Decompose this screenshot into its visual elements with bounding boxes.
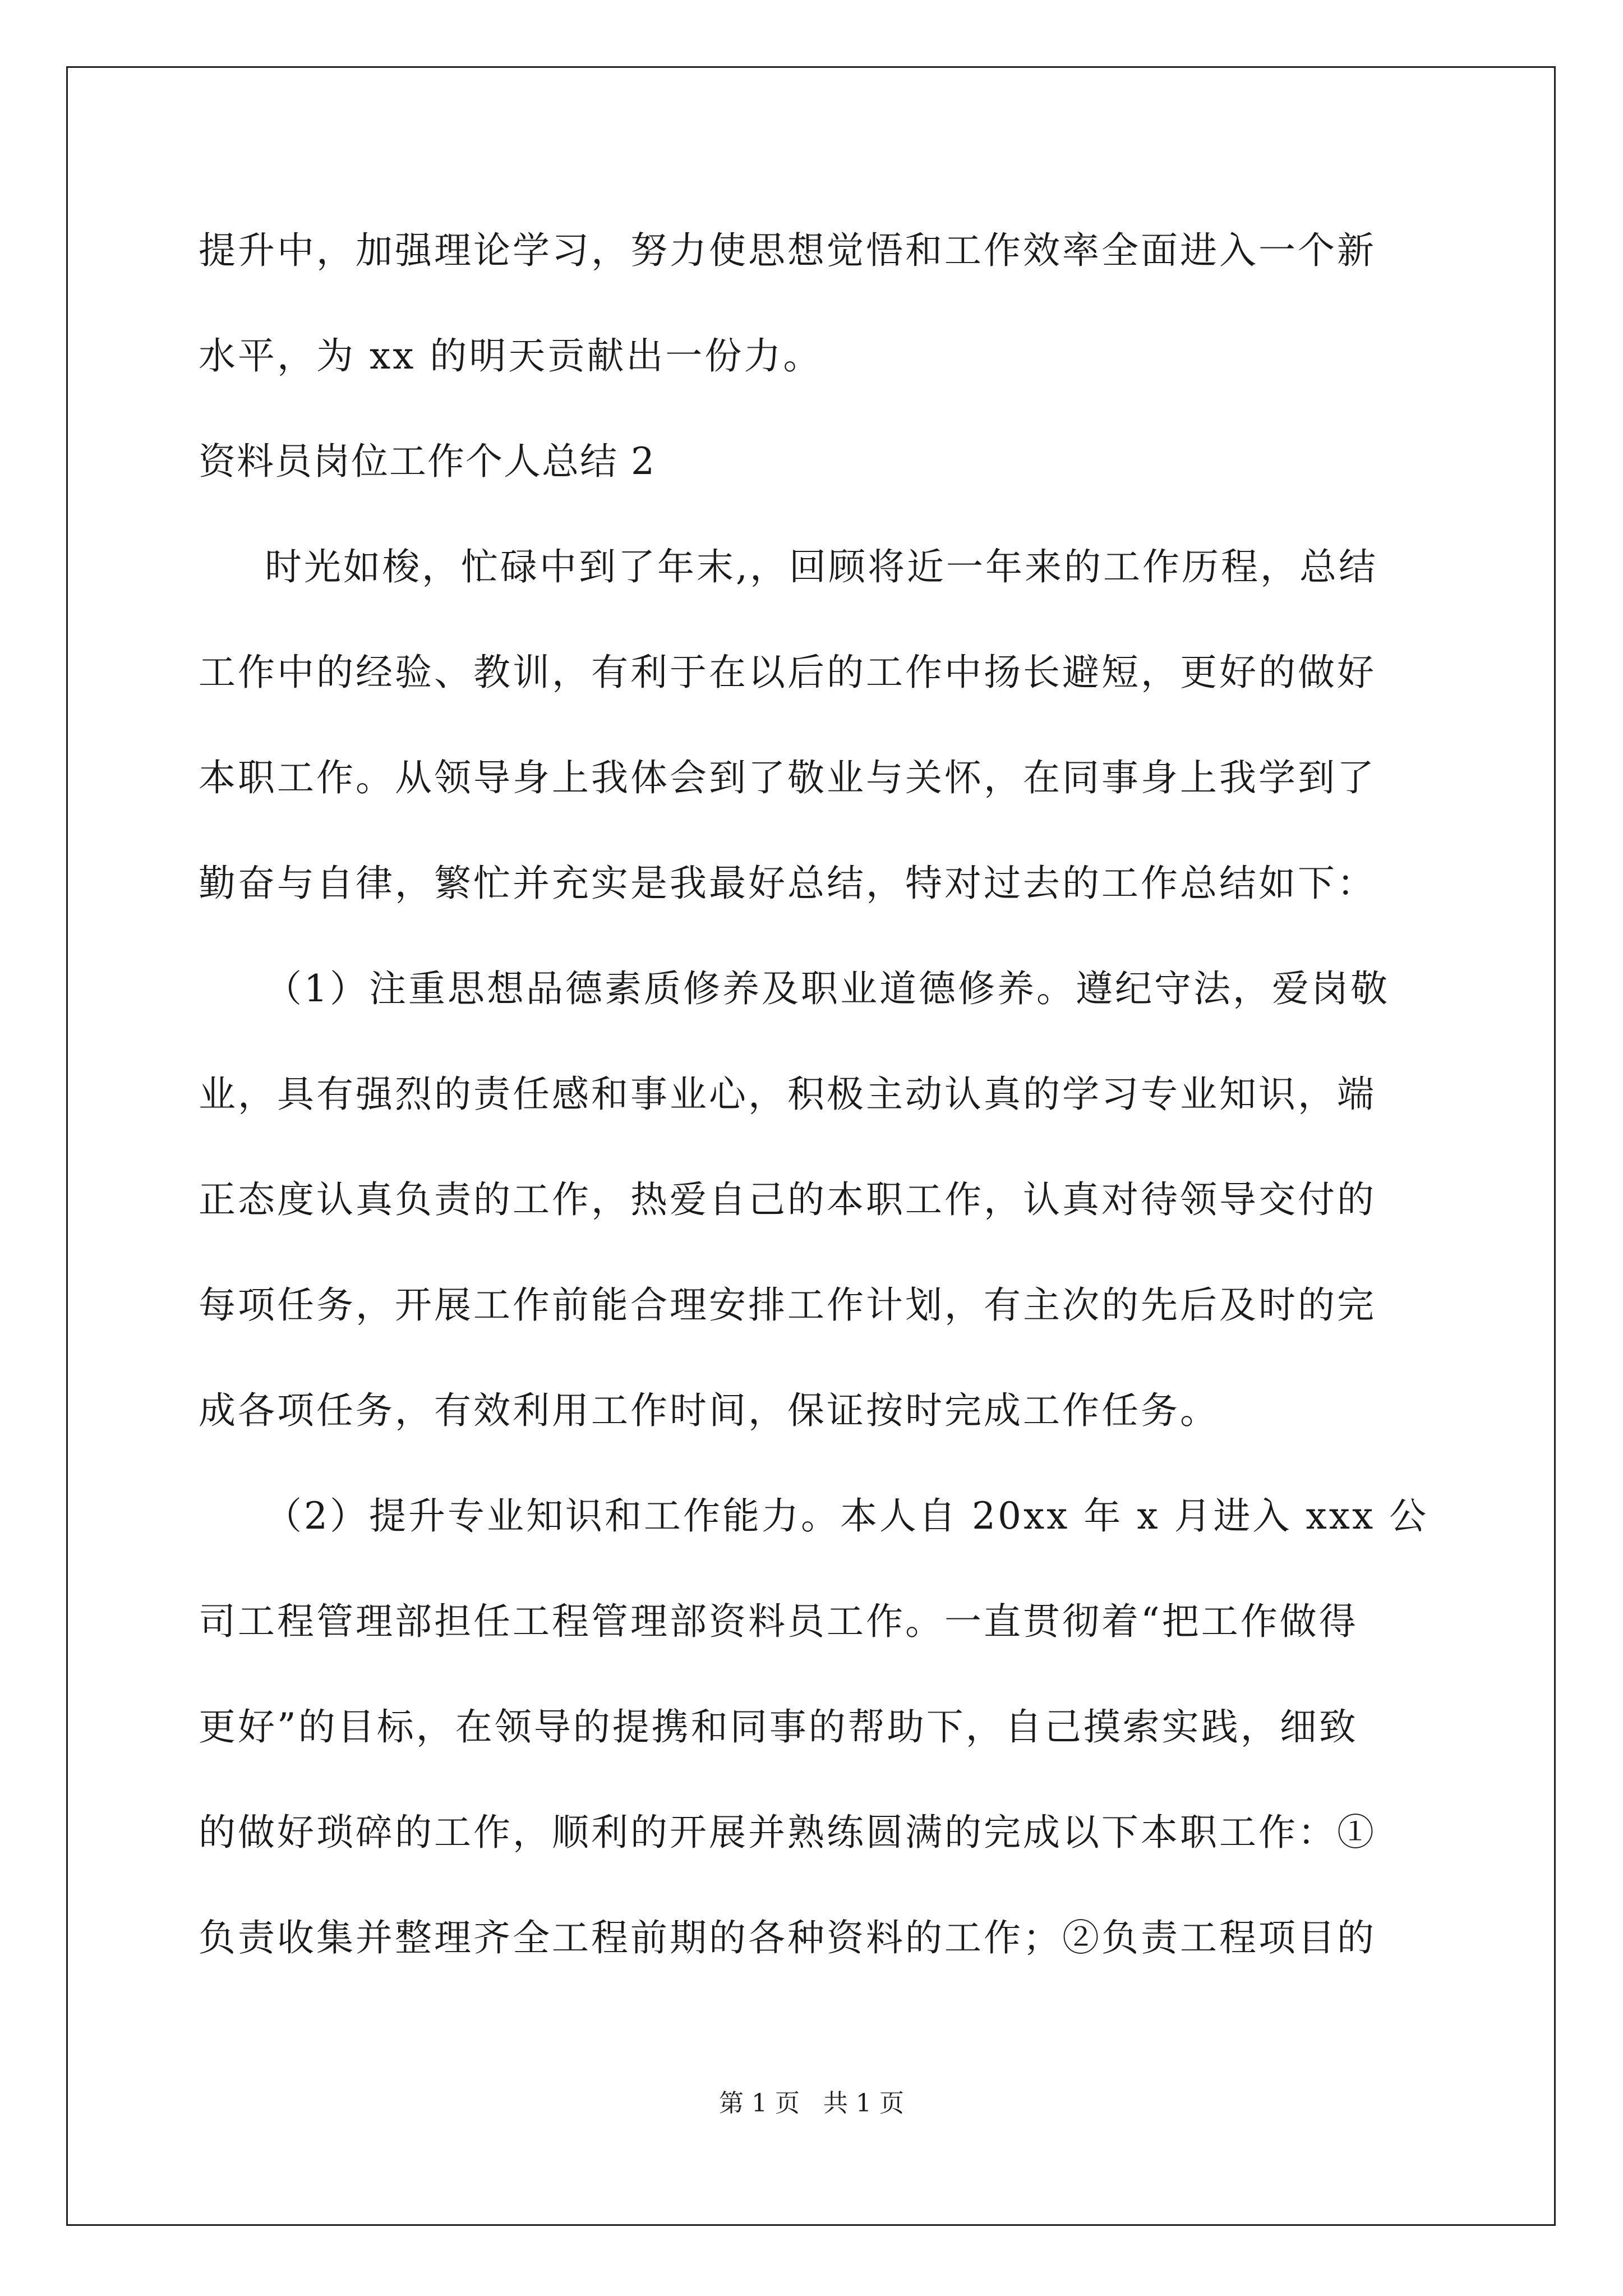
text-line: （1）注重思想品德素质修养及职业道德修养。遵纪守法，爱岗敬 xyxy=(265,967,1390,1010)
text-line: 水平，为 xx 的明天贡献出一份力。 xyxy=(199,334,823,378)
text-line: 的做好琐碎的工作，顺利的开展并熟练圆满的完成以下本职工作：① xyxy=(199,1811,1376,1854)
text-line: 本职工作。从领导身上我体会到了敬业与关怀，在同事身上我学到了 xyxy=(199,756,1376,799)
section-heading: 资料员岗位工作个人总结 2 xyxy=(199,440,656,483)
text-line: 正态度认真负责的工作，热爱自己的本职工作，认真对待领导交付的 xyxy=(199,1178,1376,1221)
text-line: 提升中，加强理论学习，努力使思想觉悟和工作效率全面进入一个新 xyxy=(199,229,1376,272)
text-line: 勤奋与自律，繁忙并充实是我最好总结，特对过去的工作总结如下： xyxy=(199,862,1376,905)
page-border xyxy=(66,66,1556,2226)
page-footer: 第 1 页 共 1 页 xyxy=(719,2089,904,2118)
text-line: 工作中的经验、教训，有利于在以后的工作中扬长避短，更好的做好 xyxy=(199,651,1376,694)
text-line: 负责收集并整理齐全工程前期的各种资料的工作；②负责工程项目的 xyxy=(199,1916,1376,1959)
text-line: 每项任务，开展工作前能合理安排工作计划，有主次的先后及时的完 xyxy=(199,1283,1376,1327)
text-line: 时光如梭，忙碌中到了年末,，回顾将近一年来的工作历程，总结 xyxy=(265,545,1378,588)
text-line: （2）提升专业知识和工作能力。本人自 20xx 年 x 月进入 xxx 公 xyxy=(265,1494,1429,1538)
text-line: 业，具有强烈的责任感和事业心，积极主动认真的学习专业知识，端 xyxy=(199,1073,1376,1116)
text-line: 司工程管理部担任工程管理部资料员工作。一直贯彻着“把工作做得 xyxy=(199,1600,1358,1643)
text-line: 成各项任务，有效利用工作时间，保证按时完成工作任务。 xyxy=(199,1389,1219,1432)
text-line: 更好”的目标，在领导的提携和同事的帮助下，自己摸索实践，细致 xyxy=(199,1705,1358,1749)
